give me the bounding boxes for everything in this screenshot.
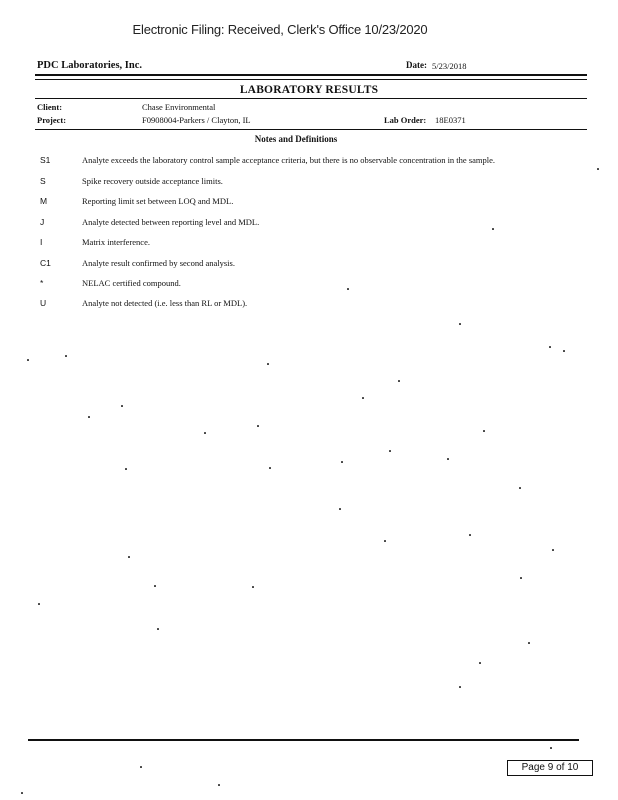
scan-speck [218, 784, 220, 786]
scan-speck [257, 425, 259, 427]
project-value: F0908004-Parkers / Clayton, IL [142, 115, 251, 125]
scan-speck [389, 450, 391, 452]
definition-text: Matrix interference. [82, 237, 150, 247]
definition-text: Spike recovery outside acceptance limits. [82, 176, 223, 186]
client-value: Chase Environmental [142, 102, 216, 112]
definition-text: Analyte exceeds the laboratory control sample acceptance criteria, but there is no observable concentration in the sample. [82, 155, 496, 165]
scan-speck [520, 577, 522, 579]
scan-speck [459, 686, 461, 688]
definition-code: M [40, 196, 48, 206]
company-name: PDC Laboratories, Inc. [37, 60, 142, 71]
scan-speck [128, 556, 130, 558]
scan-speck [459, 323, 461, 325]
title-rule [35, 98, 587, 99]
scan-speck [341, 461, 343, 463]
scan-speck [552, 549, 554, 551]
scan-speck [362, 397, 364, 399]
client-label: Client: [37, 102, 63, 112]
scan-speck [519, 487, 521, 489]
scan-speck [204, 432, 206, 434]
date-value: 5/23/2018 [432, 61, 467, 71]
footer-rule [28, 739, 579, 741]
definition-code: S1 [40, 155, 51, 165]
page-number: Page 9 of 10 [507, 760, 593, 776]
scan-speck [21, 792, 23, 794]
definition-code: I [40, 237, 43, 247]
scan-speck [384, 540, 386, 542]
date-label: Date: [406, 60, 427, 70]
scan-speck [563, 350, 565, 352]
scan-speck [339, 508, 341, 510]
scan-speck [469, 534, 471, 536]
lab-order-label: Lab Order: [384, 115, 427, 125]
scan-speck [252, 586, 254, 588]
section-title: Notes and Definitions [254, 134, 338, 144]
definition-text: Analyte not detected (i.e. less than RL or MDL). [82, 298, 248, 308]
definition-code: U [40, 298, 47, 308]
definition-code: * [40, 278, 44, 288]
scan-speck [347, 288, 349, 290]
scan-speck [27, 359, 29, 361]
definition-code: C1 [40, 258, 51, 268]
definition-code: J [40, 217, 45, 227]
project-label: Project: [37, 115, 67, 125]
scan-speck [154, 585, 156, 587]
scan-speck [157, 628, 159, 630]
header-rule-top [35, 74, 587, 76]
scan-speck [597, 168, 599, 170]
scan-speck [88, 416, 90, 418]
scan-speck [398, 380, 400, 382]
definition-text: Analyte result confirmed by second analysis. [82, 258, 235, 268]
scan-speck [140, 766, 142, 768]
definition-text: Analyte detected between reporting level and MDL. [82, 217, 260, 227]
scan-speck [65, 355, 67, 357]
scan-speck [479, 662, 481, 664]
lab-order-value: 18E0371 [435, 115, 466, 125]
report-title: LABORATORY RESULTS [239, 84, 379, 96]
scan-speck [125, 468, 127, 470]
scan-speck [483, 430, 485, 432]
filing-stamp: Electronic Filing: Received, Clerk's Office 10/23/2020 [132, 22, 428, 37]
scan-speck [38, 603, 40, 605]
scan-speck [549, 346, 551, 348]
scan-speck [121, 405, 123, 407]
scan-speck [267, 363, 269, 365]
scan-speck [447, 458, 449, 460]
definition-text: NELAC certified compound. [82, 278, 181, 288]
header-rule-bottom [35, 79, 587, 80]
definition-text: Reporting limit set between LOQ and MDL. [82, 196, 234, 206]
definition-code: S [40, 176, 46, 186]
info-rule [35, 129, 587, 130]
scan-speck [269, 467, 271, 469]
scan-speck [528, 642, 530, 644]
scan-speck [492, 228, 494, 230]
scan-speck [550, 747, 552, 749]
